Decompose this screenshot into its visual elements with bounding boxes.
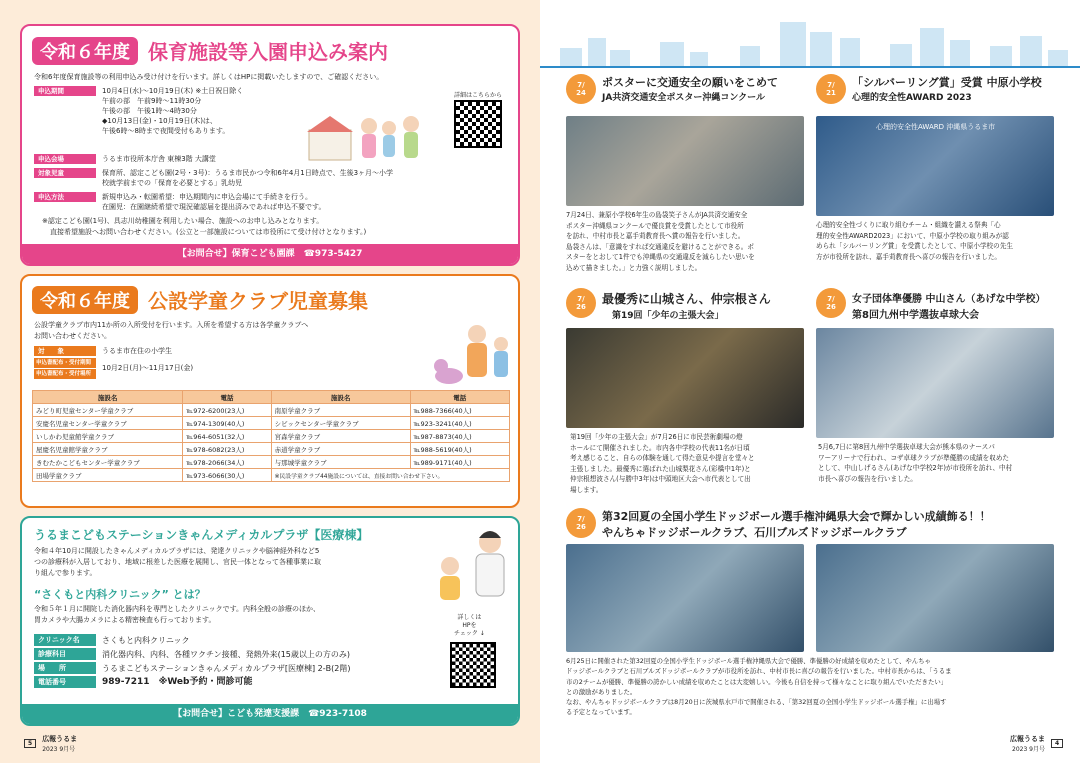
table-cell: 赤道学童クラブ: [271, 443, 410, 456]
article1-text: 7月24日、兼原小学校6年生の島袋笑子さんがJA共済交通安全: [566, 211, 748, 219]
table-cell: シビックセンター学童クラブ: [271, 417, 410, 430]
article5-text: 6月25日に開催された第32回夏の全国小学生ドッジボール選手権沖縄県大会で優勝、準優勝の好成績を収めたとして、やんちゃ: [566, 657, 931, 665]
article5-text: る予定となっています。: [566, 708, 636, 717]
article3-text: 考え感じること、自らの体験を通して得た意見や提言を堂々と: [570, 454, 755, 462]
article4-title: 女子団体準優勝 中山さん（あげな中学校）: [852, 294, 1046, 305]
article3-text: 主張しました。最優秀に選ばれた山城梨花さん(彩橋中1年)と: [570, 464, 751, 473]
table-row: [33, 443, 510, 456]
article3-subtitle: 第19回「少年の主張大会」: [612, 311, 724, 321]
club-period-value: 10月2日(月)～11月17日(金): [102, 364, 194, 372]
article3-date: 7/ 26: [566, 288, 596, 318]
period-line: 午後6時～8時まで夜間受付もあります。: [102, 127, 230, 135]
medical-desc: 令和５年１月に開院した消化器内科を専門としたクリニックです。内科全般の診療のほか、: [34, 605, 321, 613]
clinic-info-row: [34, 634, 434, 647]
table-cell: ℡988-5619(40人): [410, 443, 509, 456]
table-cell: ℡974-1309(40人): [183, 417, 271, 430]
medical-subtitle: “さくもと内科クリニック” とは？: [34, 588, 206, 601]
club-intro: 公設学童クラブ市内11か所の入所受付を行います。入所を希望する方は各学童クラブへ: [34, 321, 309, 329]
table-cell: 南原学童クラブ: [271, 404, 410, 417]
club-illustration: [427, 316, 517, 388]
magazine-name: 広報うるま: [1010, 735, 1045, 743]
article3-text: ホールにて開催されました。市内各中学校の代表11名が日頃: [570, 443, 750, 452]
clinic-info-value: うるまこどもステーションきゃんメディカルプラザ[医療棟] 2-B(2階): [102, 664, 351, 673]
table-cell: きむたかこどもセンター学童クラブ: [33, 456, 183, 469]
table-cell: ℡987-8873(40人): [410, 430, 509, 443]
medical-qr-code[interactable]: [450, 642, 496, 688]
article3-title: 最優秀に山城さん、仲宗根さん: [602, 292, 771, 306]
nursery-note: ※認定こども園(1号)、具志川幼稚園を利用したい場合、施設へのお申し込みとなります。: [42, 217, 324, 225]
clinic-info-row: [34, 676, 434, 689]
table-cell: ℡972-6200(23人): [183, 404, 271, 417]
article4-text: として、中山しげるさん(あげな中学校2年)が市役所を訪れ、中村: [818, 464, 1013, 472]
medical-title: うるまこどもステーションきゃんメディカルプラザ【医療棟】: [34, 528, 369, 542]
table-cell: ℡964-6051(32人): [183, 430, 271, 443]
table-cell: ℡973-6066(30人): [183, 469, 271, 482]
page-number: 5: [24, 739, 36, 748]
period-line: 午前の部 午前9時～11時30分: [102, 97, 202, 105]
table-cell: ℡978-2066(34人): [183, 456, 271, 469]
medical-intro: つの診療科が入居しており、地域に根差した医療を展開し、官民一体となって各種事業に取: [34, 558, 321, 566]
clinic-info-value: さくもと内科クリニック: [102, 636, 190, 645]
table-row: [33, 404, 510, 417]
period-line: ◆10月13日(金)・10月19日(木)は、: [102, 117, 217, 125]
place-label: 申込会場: [34, 154, 96, 164]
article4-text: 市長へ喜びの報告を行いました。: [818, 474, 917, 483]
article1-date: 7/ 24: [566, 74, 596, 104]
table-row: [33, 417, 510, 430]
period-line: 10月4日(水)～10月19日(木) ※土日祝日除く: [102, 87, 244, 95]
table-header: 電話: [410, 391, 509, 404]
nursery-title: 保育施設等入園申込み案内: [148, 40, 388, 64]
nursery-intro: 令和6年度保育施設等の利用申込み受け付けを行います。詳しくはHPに掲載いたしますので、ご確認ください。: [34, 73, 384, 81]
table-note: ※民設学童クラブ44施設については、直接お問い合わせ下さい。: [271, 469, 509, 482]
club-badge: 令和６年度: [32, 286, 138, 314]
table-header: 施設名: [33, 391, 183, 404]
clinic-info-label: クリニック名: [34, 634, 96, 646]
article4-date: 7/ 26: [816, 288, 846, 318]
medical-qr-note: チェック ↓: [454, 630, 485, 637]
nursery-badge: 令和６年度: [32, 37, 138, 65]
article1-text: 込めて描きました。」と力強く説明しました。: [566, 263, 702, 272]
clinic-info-label: 電話番号: [34, 676, 96, 688]
nursery-note: 直接希望施設へお問い合わせください。(公立と一部施設については市役所にて受け付けとなります。): [50, 227, 367, 236]
target-line: 校就学前までの「保育を必要とする」乳幼児: [102, 179, 242, 187]
article2-banner: 心理的安全性AWARD 沖縄県うるま市: [876, 123, 996, 131]
clinic-info-value: 989-7211 ※Web予約・問診可能: [102, 677, 253, 687]
method-label: 申込方法: [34, 192, 96, 202]
article3-text: 仲宗根想波さん(与勝中3年)は中頭地区大会へ市代表として出: [570, 475, 751, 483]
nursery-qr-note: 詳細はこちらから: [454, 92, 503, 99]
article5-text: なお、やんちゃドッジボールクラブは8月20日に茨城県水戸市で開催される、「第32回夏の全国小学生ドッジボール選手権」に出場す: [566, 698, 947, 707]
article2-text: められ「シルバーリング賞」を受賞したとして、中原小学校の先生: [816, 242, 1013, 250]
article1-text: を訪れ、中村市長と嘉手苅教育長へ賞の報告を行いました。: [566, 232, 745, 240]
article1-photo: [566, 116, 804, 206]
place-value: うるま市役所本庁舎 東棟3階 大講堂: [102, 155, 216, 163]
table-header: 施設名: [271, 391, 410, 404]
club-section: [20, 274, 520, 508]
club-target-label: 対 象: [34, 346, 96, 356]
table-cell: いしかわ児童館学童クラブ: [33, 430, 183, 443]
article4-text: ワーアリーナで行われ、コザ卓球クラブが準優勝の成績を収めた: [818, 453, 1010, 462]
article1-subtitle: JA共済交通安全ポスター沖縄コンクール: [602, 93, 765, 103]
medical-intro: り組んで参ります。: [34, 569, 97, 577]
medical-qr-note: 詳しくは: [457, 614, 482, 621]
article5-subtitle: やんちゃドッジボールクラブ、石川ブルズドッジボールクラブ: [602, 526, 907, 539]
table-row: [33, 430, 510, 443]
club-place-label: 申込書配布・受付場所(窓口): [34, 369, 96, 379]
article1-text: スターをとおして1件でも沖縄県の交通違反を減らしたい思いを: [566, 253, 755, 261]
clinic-info-label: 診療科目: [34, 648, 96, 660]
table-cell: みどり町児童センター学童クラブ: [33, 404, 183, 417]
period-line: 午後の部 午後1時～4時30分: [102, 107, 197, 115]
medical-footer: 【お問合せ】こども発達支援課 ☎923-7108: [22, 704, 518, 724]
period-label: 申込期間: [34, 86, 96, 96]
article3-text: 場します。: [570, 485, 603, 494]
article3-photo: [566, 328, 804, 428]
article5-date: 7/ 26: [566, 508, 596, 538]
table-cell: ℡978-6082(23人): [183, 443, 271, 456]
clinic-info-row: [34, 662, 434, 675]
article2-date: 7/ 21: [816, 74, 846, 104]
article5-text: ドッジボールクラブと石川ブルズドッジボールクラブが市役所を訪れ、中村市長に喜びの報告を行いました。中村市長からは、「うるま: [566, 667, 952, 676]
issue-label: 2023 9月号: [42, 746, 76, 753]
nursery-section: [20, 24, 520, 266]
article5-text: 市の2チームが優勝、準優勝の誇かしい成績を収めたことは大変嬉しい。今後も自信を持って様々なことに取り組んでいただきたい」: [566, 677, 948, 686]
table-cell: ℡988-7366(40人): [410, 404, 509, 417]
article2-text: 心理的安全性づくりに取り組むチーム・組織を讃える祭典「心: [816, 221, 1001, 229]
method-line: 新規申込み・転園希望：申込期間内に申込会場にて手続きを行う。: [102, 193, 312, 201]
article5-title: 第32回夏の全国小学生ドッジボール選手権沖縄県大会で輝かしい成績飾る！！: [602, 510, 991, 523]
article4-photo: [816, 328, 1054, 438]
page-number: 4: [1051, 739, 1063, 748]
table-cell: 与那城学童クラブ: [271, 456, 410, 469]
table-cell: 安慶名児童センター学童クラブ: [33, 417, 183, 430]
medical-intro: 令和４年10月に開設したきゃんメディカルプラザには、発達クリニックや脳神経外科など5: [34, 547, 320, 555]
table-cell: ℡989-9171(40人): [410, 456, 509, 469]
table-row: [33, 456, 510, 469]
article2-title: 「シルバーリング賞」受賞 中原小学校: [852, 76, 1042, 89]
article5-photo-1: [566, 544, 804, 652]
article2-photo: [816, 116, 1054, 216]
medical-qr-note: HPを: [462, 622, 477, 629]
magazine-name: 広報うるま: [42, 735, 78, 743]
doctor-illustration: [432, 526, 518, 606]
target-line: 保育所、認定こども園(2号・3号)：うるま市民かつ令和6年4月1日時点で、生後3ヶ月～小学: [102, 169, 394, 177]
table-row: [33, 469, 510, 482]
medical-section: [20, 516, 520, 726]
article2-text: 方が市役所を訪れ、嘉手苅教育長へ喜びの報告を行いました。: [816, 252, 1002, 261]
club-period-label: 申込書配布・受付期間: [34, 358, 96, 368]
club-title: 公設学童クラブ児童募集: [148, 289, 368, 313]
nursery-qr-code[interactable]: [454, 100, 502, 148]
article1-title: ポスターに交通安全の願いをこめて: [602, 76, 778, 89]
target-label: 対象児童: [34, 168, 96, 178]
table-cell: 屋慶名児童館学童クラブ: [33, 443, 183, 456]
article3-text: 第19回「少年の主張大会」が7月26日に市民芸術劇場の燈: [570, 433, 743, 441]
article1-text: 島袋さんは、「意識をすれば交通違反を避けることができる。ポ: [566, 242, 754, 251]
article1-text: ポスター沖縄県コンクールで優良賞を受賞したとして市役所: [566, 221, 744, 230]
club-table: [32, 390, 510, 482]
issue-label: 2023 9月号: [1012, 746, 1045, 753]
table-cell: 田場学童クラブ: [33, 469, 183, 482]
medical-desc: 胃カメラや大腸カメラによる精密検査も行っております。: [34, 616, 216, 624]
table-header: 電話: [183, 391, 271, 404]
method-line: 在園児：在園継続希望で現況確認届を提出済みであれば申込不要です。: [102, 203, 326, 211]
article2-text: 理的安全性AWARD2023」において、中原小学校の取り組みが認: [816, 231, 1009, 240]
article5-photo-2: [816, 544, 1054, 652]
club-intro: お問い合わせください。: [34, 331, 111, 340]
article4-subtitle: 第8回九州中学選抜卓球大会: [852, 310, 979, 321]
article2-subtitle: 心理的安全性AWARD 2023: [852, 93, 972, 103]
nursery-illustration: [307, 106, 427, 166]
article5-text: との激励がありました。: [566, 687, 637, 696]
club-target-value: うるま市在住の小学生: [102, 347, 172, 355]
clinic-info-row: [34, 648, 434, 661]
cityscape-banner: [540, 8, 1080, 68]
table-cell: 宮森学童クラブ: [271, 430, 410, 443]
nursery-footer: 【お問合せ】保育こども園課 ☎973-5427: [22, 244, 518, 264]
clinic-info-label: 場 所: [34, 662, 96, 674]
table-cell: ℡923-3241(40人): [410, 417, 509, 430]
article4-text: 5月6,7日に第8回九州中学選抜卓球大会が熊本県のナースパ: [818, 443, 995, 451]
clinic-info-value: 消化器内科、内科、各種ワクチン接種、発熱外来(15歳以上の方のみ): [102, 650, 351, 659]
right-page: [540, 0, 1080, 763]
